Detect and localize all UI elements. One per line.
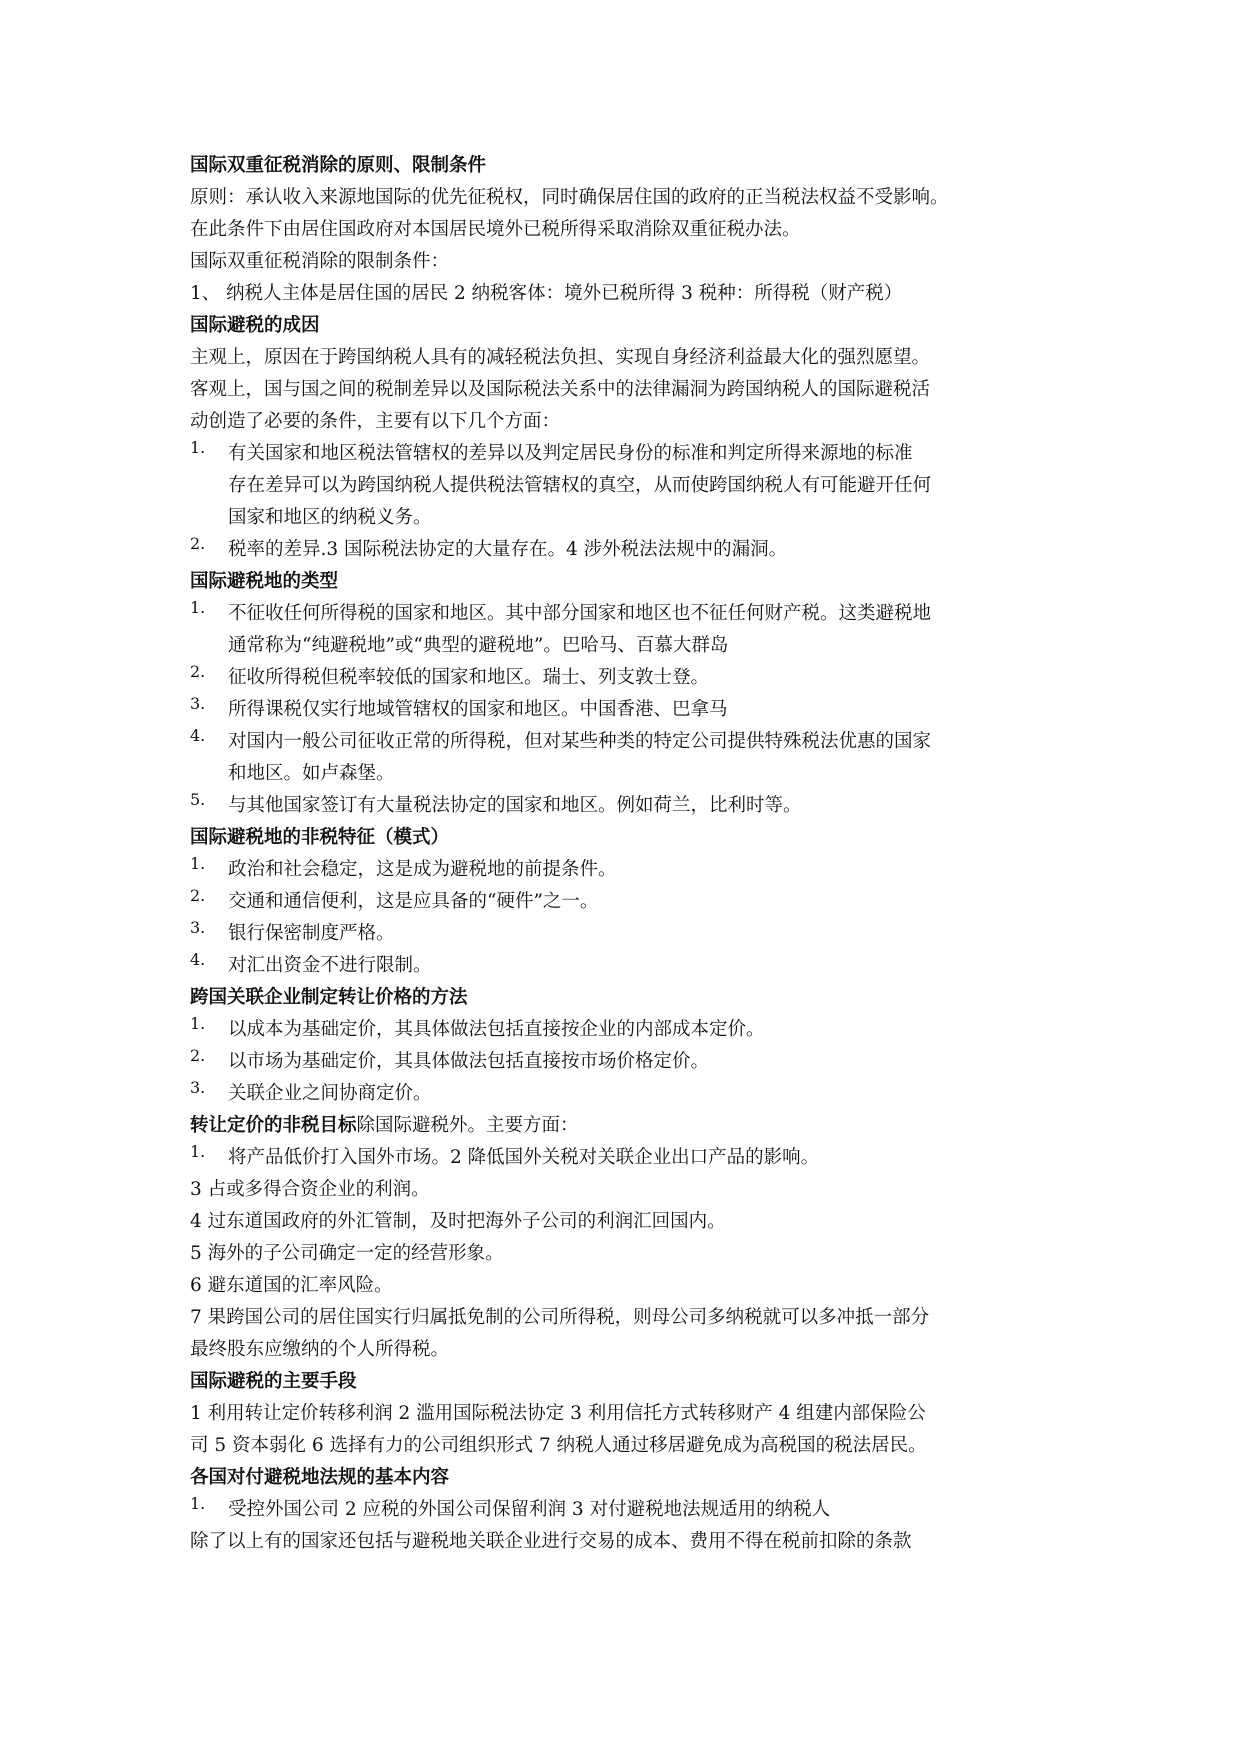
paragraph-line: 在此条件下由居住国政府对本国居民境外已税所得采取消除双重征税办法。 — [190, 219, 801, 240]
paragraph-line: 主观上，原因在于跨国纳税人具有的减轻税法负担、实现自身经济利益最大化的强烈愿望。 — [190, 347, 931, 368]
section-title: 国际避税的主要手段 — [190, 1371, 357, 1392]
paragraph-line: 3 占或多得合资企业的利润。 — [190, 1179, 430, 1200]
list-number: 2. — [190, 886, 206, 905]
list-line: 与其他国家签订有大量税法协定的国家和地区。例如荷兰，比利时等。 — [228, 795, 802, 816]
paragraph-line: 4 过东道国政府的外汇管制，及时把海外子公司的利润汇回国内。 — [190, 1211, 726, 1232]
section-title: 国际双重征税消除的原则、限制条件 — [190, 155, 487, 176]
list-item — [190, 694, 1070, 726]
section-title: 转让定价的非税目标 — [190, 1115, 357, 1136]
section-title: 国际避税的成因 — [190, 315, 320, 336]
list-item — [190, 918, 1070, 950]
list-number: 1. — [190, 438, 206, 457]
list-number: 4. — [190, 950, 206, 969]
list-item — [190, 1494, 1070, 1526]
list-line: 银行保密制度严格。 — [228, 923, 395, 944]
paragraph-line: 6 避东道国的汇率风险。 — [190, 1275, 393, 1296]
list-number: 4. — [190, 726, 206, 745]
list-number: 3. — [190, 918, 206, 937]
list-line: 存在差异可以为跨国纳税人提供税法管辖权的真空，从而使跨国纳税人有可能避开任何 — [228, 475, 932, 496]
list-line: 国家和地区的纳税义务。 — [228, 507, 432, 528]
list-number: 1. — [190, 598, 206, 617]
list-item — [190, 1142, 1070, 1174]
list-line: 和地区。如卢森堡。 — [228, 763, 395, 784]
paragraph-line: 1 利用转让定价转移利润 2 滥用国际税法协定 3 利用信托方式转移财产 4 组建内部保险公 — [190, 1403, 926, 1424]
list-line: 对汇出资金不进行限制。 — [228, 955, 432, 976]
list-item — [190, 1014, 1070, 1046]
list-number: 2. — [190, 534, 206, 553]
section-title: 国际避税地的类型 — [190, 571, 339, 592]
list-number: 2. — [190, 1046, 206, 1065]
list-item — [190, 854, 1070, 886]
list-line: 不征收任何所得税的国家和地区。其中部分国家和地区也不征任何财产税。这类避税地 — [228, 603, 932, 624]
list-number: 1. — [190, 1142, 206, 1161]
paragraph-line: 动创造了必要的条件，主要有以下几个方面： — [190, 411, 561, 432]
list-line: 税率的差异.3 国际税法协定的大量存在。4 涉外税法法规中的漏洞。 — [228, 539, 788, 560]
list-item — [190, 1046, 1070, 1078]
list-line: 政治和社会稳定，这是成为避税地的前提条件。 — [228, 859, 617, 880]
paragraph-line: 1、 纳税人主体是居住国的居民 2 纳税客体：境外已税所得 3 税种：所得税（财产税） — [190, 283, 903, 304]
list-line: 以市场为基础定价，其具体做法包括直接按市场价格定价。 — [228, 1051, 710, 1072]
list-number: 5. — [190, 790, 206, 809]
paragraph-line: 7 果跨国公司的居住国实行归属抵免制的公司所得税，则母公司多纳税就可以多冲抵一部分 — [190, 1307, 930, 1328]
list-line: 受控外国公司 2 应税的外国公司保留利润 3 对付避税地法规适用的纳税人 — [228, 1499, 831, 1520]
list-line: 所得课税仅实行地域管辖权的国家和地区。中国香港、巴拿马 — [228, 699, 728, 720]
list-item — [190, 950, 1070, 982]
document-page — [190, 150, 1070, 1558]
section-title: 各国对付避税地法规的基本内容 — [190, 1467, 450, 1488]
section-title-rest: 除国际避税外。主要方面： — [356, 1115, 579, 1136]
list-number: 3. — [190, 694, 206, 713]
list-item — [190, 726, 1070, 790]
list-item — [190, 886, 1070, 918]
paragraph-line: 司 5 资本弱化 6 选择有力的公司组织形式 7 纳税人通过移居避免成为高税国的税法居民。 — [190, 1435, 927, 1456]
paragraph-line: 国际双重征税消除的限制条件： — [190, 251, 450, 272]
list-line: 有关国家和地区税法管辖权的差异以及判定居民身份的标准和判定所得来源地的标准 — [228, 443, 913, 464]
list-item — [190, 1078, 1070, 1110]
section-title-line — [190, 1110, 1070, 1142]
list-line: 对国内一般公司征收正常的所得税，但对某些种类的特定公司提供特殊税法优惠的国家 — [228, 731, 932, 752]
list-number: 3. — [190, 1078, 206, 1097]
paragraph-line: 客观上，国与国之间的税制差异以及国际税法关系中的法律漏洞为跨国纳税人的国际避税活 — [190, 379, 931, 400]
list-line: 以成本为基础定价，其具体做法包括直接按企业的内部成本定价。 — [228, 1019, 765, 1040]
list-line: 将产品低价打入国外市场。2 降低国外关税对关联企业出口产品的影响。 — [228, 1147, 820, 1168]
list-item — [190, 534, 1070, 566]
section-title: 跨国关联企业制定转让价格的方法 — [190, 987, 468, 1008]
list-number: 1. — [190, 854, 206, 873]
section-title: 国际避税地的非税特征（模式） — [190, 827, 450, 848]
list-line: 交通和通信便利，这是应具备的“硬件”之一。 — [228, 891, 599, 912]
paragraph-line: 除了以上有的国家还包括与避税地关联企业进行交易的成本、费用不得在税前扣除的条款 — [190, 1531, 912, 1552]
list-number: 1. — [190, 1494, 206, 1513]
paragraph-line: 5 海外的子公司确定一定的经营形象。 — [190, 1243, 504, 1264]
list-item — [190, 790, 1070, 822]
list-item — [190, 662, 1070, 694]
list-number: 2. — [190, 662, 206, 681]
list-line: 征收所得税但税率较低的国家和地区。瑞士、列支敦士登。 — [228, 667, 710, 688]
paragraph-line: 原则：承认收入来源地国际的优先征税权，同时确保居住国的政府的正当税法权益不受影响。 — [190, 187, 949, 208]
list-item — [190, 438, 1070, 534]
list-line: 通常称为“纯避税地”或“典型的避税地”。巴哈马、百慕大群岛 — [228, 635, 729, 656]
list-number: 1. — [190, 1014, 206, 1033]
paragraph-line: 最终股东应缴纳的个人所得税。 — [190, 1339, 450, 1360]
list-line: 关联企业之间协商定价。 — [228, 1083, 432, 1104]
list-item — [190, 598, 1070, 662]
